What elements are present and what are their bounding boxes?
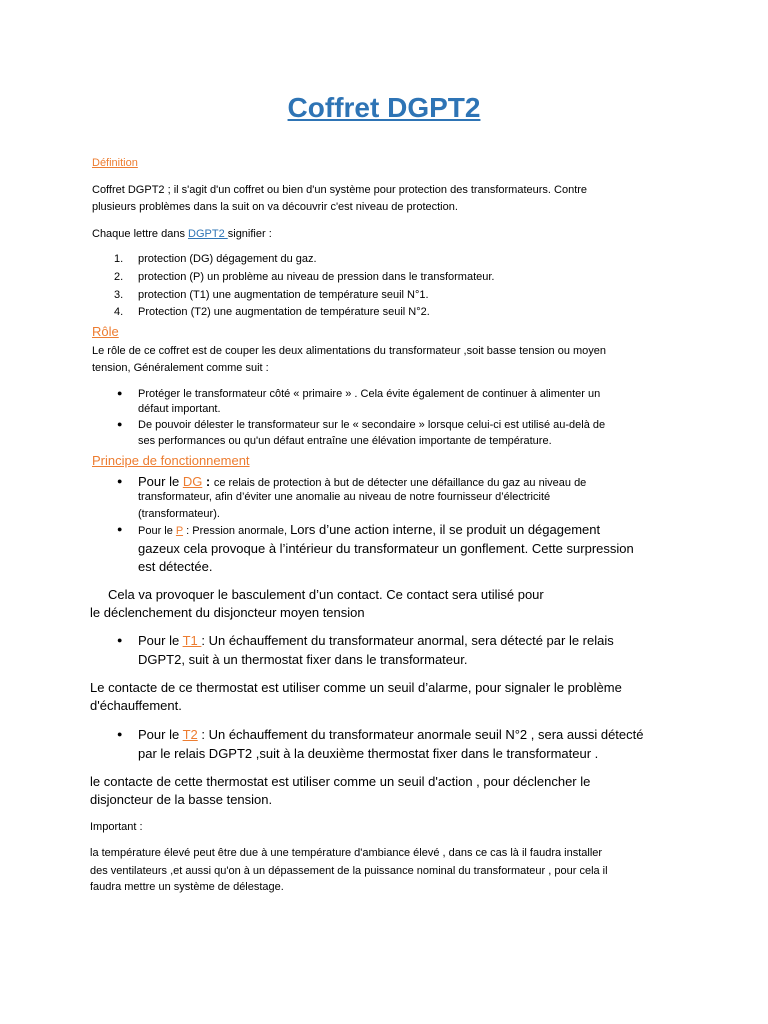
bullet-icon: ●: [117, 635, 123, 645]
dg-bullet-line2: transformateur, afin d’éviter une anomalie au niveau de notre fournisseur d’électricité: [138, 491, 551, 503]
important-line2: des ventilateurs ,et aussi qu'on à un dépassement de la puissance nominal du transformateur , pour cela il: [90, 865, 608, 877]
bullet-icon: ●: [117, 419, 123, 429]
p-bullet-line1: [138, 520, 600, 541]
important-line1: la température élevé peut être due à une température d'ambiance élevé , dans ce cas là il faudra installer: [90, 847, 603, 859]
dgpt2-link[interactable]: DGPT2: [188, 228, 228, 240]
t1-lead: Pour le: [138, 633, 183, 648]
p-text-1: Lors d’une action interne, il se produit un dégagement: [290, 522, 601, 537]
important-label: Important :: [90, 821, 143, 833]
role-bullet-1-line1: Protéger le transformateur côté « primaire » . Cela évite également de continuer à alimenter un: [138, 388, 601, 400]
basculement-line2: le déclenchement du disjoncteur moyen tension: [90, 605, 365, 620]
t2-bullet-line1: [138, 725, 644, 744]
role-bullet-1-line2: défaut important.: [138, 403, 221, 415]
list-item: Protection (T2) une augmentation de température seuil N°2.: [138, 306, 430, 318]
letters-sentence-start: Chaque lettre dans: [92, 228, 189, 240]
definition-paragraph-line2: plusieurs problèmes dans la suit on va découvrir c'est niveau de protection.: [92, 201, 458, 213]
list-item-number: 4.: [114, 306, 124, 318]
definition-paragraph-line1: Coffret DGPT2 ; il s'agit d'un coffret ou bien d'un système pour protection des transformateurs. Contre: [92, 184, 588, 196]
bullet-icon: ●: [117, 388, 123, 398]
p-lead: Pour le: [138, 525, 176, 537]
list-item: protection (P) un problème au niveau de pression dans le transformateur.: [138, 271, 495, 283]
bullet-icon: ●: [117, 476, 123, 486]
role-bullet-2-line2: ses performances ou qu'un défaut entraîne une élévation importante de température.: [138, 435, 552, 447]
basculement-line1: Cela va provoquer le basculement d’un contact. Ce contact sera utilisé pour: [108, 587, 544, 602]
dg-bullet-line3: (transformateur).: [138, 508, 220, 520]
dg-code: DG: [182, 474, 203, 489]
page-title: Coffret DGPT2: [287, 92, 481, 123]
role-paragraph-line2: tension, Généralement comme suit :: [92, 362, 269, 374]
p-bullet-line2: gazeux cela provoque à l’intérieur du transformateur un gonflement. Cette surpression: [138, 541, 634, 556]
role-paragraph-line1: Le rôle de ce coffret est de couper les deux alimentations du transformateur ,soit basse tension ou moyen: [92, 345, 607, 357]
dg-text-1: ce relais de protection à but de détecter une défaillance du gaz au niveau de: [213, 477, 587, 489]
list-item-number: 1.: [114, 253, 124, 265]
t2-text-1: : Un échauffement du transformateur anormale seuil N°2 , sera aussi détecté: [197, 727, 644, 742]
t1-code: T1: [182, 633, 202, 648]
dg-colon: :: [202, 474, 214, 489]
p-bullet-line3: est détectée.: [138, 559, 213, 574]
role-bullet-2-line1: De pouvoir délester le transformateur sur le « secondaire » lorsque celui-ci est utilisé au-delà de: [138, 419, 606, 431]
list-item-number: 2.: [114, 271, 124, 283]
important-line3: faudra mettre un système de délestage.: [90, 881, 284, 893]
letters-sentence-end: signifier :: [227, 228, 272, 240]
principe-heading: Principe de fonctionnement: [92, 453, 250, 468]
list-item: protection (DG) dégagement du gaz.: [138, 253, 317, 265]
contact1-line2: d'échauffement.: [90, 698, 182, 713]
list-item-number: 3.: [114, 289, 124, 301]
t1-text-1: : Un échauffement du transformateur anormal, sera détecté par le relais: [201, 633, 614, 648]
p-code: P: [175, 525, 184, 537]
t1-bullet-line1: [138, 631, 614, 650]
bullet-icon: ●: [117, 524, 123, 534]
list-item: protection (T1) une augmentation de température seuil N°1.: [138, 289, 429, 301]
letters-sentence: [92, 227, 272, 242]
definition-heading: Définition: [92, 157, 138, 169]
t2-lead: Pour le: [138, 727, 183, 742]
role-heading: Rôle: [92, 324, 119, 339]
contact2-line1: le contacte de cette thermostat est utiliser comme un seuil d'action , pour déclencher le: [90, 774, 591, 789]
t2-code: T2: [182, 727, 198, 742]
p-small: : Pression anormale,: [183, 525, 291, 537]
dg-lead: Pour le: [138, 474, 183, 489]
t2-bullet-line2: par le relais DGPT2 ,suit à la deuxième thermostat fixer dans le transformateur .: [138, 746, 599, 761]
contact1-line1: Le contacte de ce thermostat est utiliser comme un seuil d’alarme, pour signaler le problème: [90, 680, 622, 695]
bullet-icon: ●: [117, 729, 123, 739]
contact2-line2: disjoncteur de la basse tension.: [90, 792, 273, 807]
t1-bullet-line2: DGPT2, suit à un thermostat fixer dans le transformateur.: [138, 652, 468, 667]
